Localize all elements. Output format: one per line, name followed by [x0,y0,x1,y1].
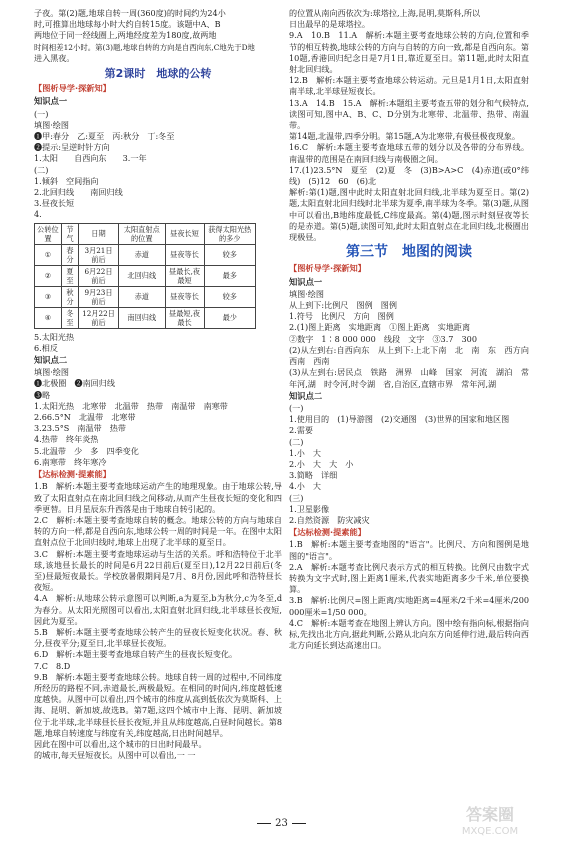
answer-paragraph: 7.C 8.D [34,660,71,671]
table-cell: 最少 [204,307,255,328]
guide-label: 【 图析导学·探新知 】 [289,263,366,274]
check-label: 【 达标检测·提素能 】 [289,527,366,538]
text-line: 日出最早的是球塔拉。 [289,19,370,30]
text-line: 3.23.5°S 南温带 热带 [34,423,126,434]
text-line: 子夜。第(2)题,地球自转一周(360度)的时间约为24小 [34,8,226,18]
text-line: (2)从左到右:自西向东 从上到下:上北下南 北 南 东 西方向 西南 西南 [289,344,538,367]
kp2-list [34,332,282,468]
text-line: 填图·绘图 [289,288,324,299]
answer-paragraph: 3.C 解析:本题主要考查地球运动与生活的关系。呼和浩特位于北半球,该地昼长最长的时间是6月22日前后(夏至日),12月22日前后(冬至)昼最短夜最长。学校放暑假期间是7月、8月份,因此呼和浩特昼长夜短。 [34,548,282,593]
left-top-paragraph [34,8,282,64]
text-line: 4. [34,209,42,220]
answer-paragraph: 解析:第(1)题,图中此时太阳直射北回归线,北半球为夏至日。第(2)题,太阳直射北回归线时北半球为夏季,南半球为冬季。第(3)题,从图中可以看出,B地纬度最低,C纬度最高。第(4)题,图示时刻昼夜等长的是赤道。第(5)题,读图可知,此时太阳直射点在北回归线,北极圈出现极昼。 [289,187,529,243]
text-line: 6.南寒带 终年寒冷 [34,456,107,467]
table-cell: 秋分 [61,286,78,307]
table-cell: 昼夜等长 [165,244,204,265]
text-line: (一) [289,402,304,413]
answer-paragraph: 4.A 解析:从地球公转示意图可以判断,a为夏至,b为秋分,c为冬至,d为春分。从太阳光照图可以看出,太阳直射北回归线,北半球昼长夜短,因此为夏至。 [34,593,282,626]
table-cell: 较多 [204,244,255,265]
answer-paragraph: 13.A 14.B 15.A 解析:本题组主要考查五带的划分和气候特点,读图可知,图中A、B、C、D分别为北寒带、北温带、热带、南温带。 [289,97,529,131]
svg-text:MXQE.COM: MXQE.COM [461,826,519,837]
text-line: (二) [34,164,49,175]
text-line: 时间相差12小时。第(3)题,地球自转的方向是自西向东,C地先于D地 [34,42,255,52]
right-column [289,8,538,651]
text-line: 1.符号 比例尺 方向 图例 [289,311,394,322]
answer-paragraph: 9.B 解析:本题主要考查地球公转。地球自转一周的过程中,不同纬度所经历的路程不同,赤道最长,两极最短。在相同的时间内,纬度越低速度越快。从图中可以看出,四个城市的纬度从高到低依次为莫斯科、上海、昆明、新加坡,故选B。第7题,这四个城市中上海、昆明、新加坡位于北半球,北半球昼长昼长夜短,并且从纬度越高,白昼时间越长。第8题,地球自转速度与纬度有关,纬度越高,日出时间越早。 [34,671,282,738]
svg-text:答案圈: 答案圈 [465,805,515,824]
text-line: 5.北温带 少 多 四季变化 [34,445,139,456]
text-line: 4.小 大 [289,481,322,492]
text-line: 6.相反 [34,342,58,353]
text-line: 时,可推算出地球每小时大约自转15度。该题中A、B [34,19,221,30]
text-line: 1.太阳 自西向东 3.一年 [34,153,147,164]
watermark-logo [425,802,555,838]
table-row [35,286,256,307]
table-cell: 冬至 [61,307,78,328]
table-cell: ④ [35,307,62,328]
table-header: 公转位置 [35,223,62,244]
text-line: ❸略 [34,389,51,400]
text-line: 的位置从南向西依次为:球塔拉,上海,昆明,莫斯科,所以 [289,8,481,18]
text-line: 2.需要 [289,425,313,436]
knowledge-point-label: 知识点一 [34,96,68,107]
text-line: ❷提示:呈逆时针方向 [34,142,110,153]
answer-paragraph: 1.B 解析:本题主要考查地球运动产生的地理现象。由于地球公转,导致了太阳直射点在南北回归线之间移动,从而产生昼夜长短的变化和四季更替。日月星辰东升西落是由于地球自转引起的。 [34,481,282,514]
answer-paragraph: 第14题,北温带,四季分明。第15题,A为北寒带,有极昼极夜现象。 [289,131,520,142]
text-line: (3)从左到右:居民点 铁路 洲界 山峰 国家 河流 湖泊 常年河,湖 时令河,时令湖 省,自治区,直辖市界 常年河,湖 [289,367,529,389]
knowledge-point-label: 知识点二 [34,355,68,366]
table-cell: 较多 [204,286,255,307]
text-line: 2.66.5°N 北温带 北寒带 [34,412,136,423]
table-cell: 赤道 [119,244,166,265]
kp1-list [34,120,282,221]
text-line: 1.小 大 [289,447,322,458]
guide-label: 【 图析导学·探新知 】 [34,83,111,94]
orbit-table [34,223,256,329]
answer-paragraph: 17.(1)23.5°N 夏至 (2)夏 冬 (3)B>A>C (4)赤道(或0°纬线) (5)12 60 (6)北 [289,164,529,187]
text-line: 4.热带 终年炎热 [34,434,99,445]
check-label: 【 达标检测·提素能 】 [34,469,111,480]
text-line: (二) [289,436,304,447]
text-line: (三) [289,492,304,503]
lesson-title: 第2课时 地球的公转 [104,67,212,81]
table-header: 获得太阳光热的多少 [204,223,255,244]
text-line: ②数字 1∶8 000 000 线段 文字 ③3.7 300 [289,333,477,344]
text-line: ❶甲:春分 乙:夏至 丙:秋分 丁:冬至 [34,131,175,142]
text-line: 2.北回归线 南回归线 [34,187,123,198]
text-line: ❶北极圈 ❷南回归线 [34,378,115,389]
table-cell: 昼最长,夜最短 [165,265,204,286]
answer-paragraph: 12.B 解析:本题主要考查地球公转运动。元旦是1月1日,太阳直射南半球,北半球昼短夜长。 [289,75,529,97]
table-cell: ① [35,244,62,265]
answer-paragraph: 16.C 解析:本题主要考查地球五带的划分以及各带的分布界线。南温带的范围是在南回归线与南极圈之间。 [289,142,529,164]
answer-paragraph: 因此在图中可以看出,这个城市的日出时间最早。 [34,738,207,749]
text-line: 1.倾斜 空间指向 [34,175,99,186]
table-cell: 北回归线 [119,265,166,286]
answer-paragraph: 1.B 解析:本题主要考查地图的"语言"。比例尺、方向和图例是地图的"语言"。 [289,539,529,561]
table-header: 日期 [79,223,119,244]
table-cell: 南回归线 [119,307,166,328]
text-line: 2.(1)图上距离 实地距离 ①图上距离 实地距离 [289,322,471,333]
table-cell: 春分 [61,244,78,265]
table-cell: 3月21日前后 [79,244,119,265]
kp1-sub: (一) [34,108,49,119]
dash-right [292,823,306,824]
knowledge-point-label: 知识点一 [289,276,323,287]
section-title: 第三节 地图的阅读 [346,244,472,261]
table-cell: 6月22日前后 [79,265,119,286]
answer-paragraph: 3.B 解析:比例尺=图上距离/实地距离=4厘米/2千米=4厘米/200 000厘米=1/50 000。 [289,595,529,617]
table-cell: 昼最短,夜最长 [165,307,204,328]
table-cell: ③ [35,286,62,307]
text-line: 1.卫星影像 [289,503,330,514]
text-line: 从上到下:比例尺 图例 图例 [289,300,397,311]
text-line: 两地位于同一经线圈上,两地经度差为180度,故两地 [34,30,217,41]
dash-left [257,823,271,824]
table-cell: ② [35,265,62,286]
left-column [34,8,282,761]
table-header: 昼夜长短 [165,223,204,244]
answer-paragraph: 6.D 解析:本题主要考查地球自转产生的昼夜长短变化。 [34,649,238,660]
text-line: 2.自然资源 防灾减灾 [289,514,370,525]
table-cell: 12月22日前后 [79,307,119,328]
page-number-text: 23 [275,818,288,829]
text-line: 填图·绘图 [34,367,69,378]
answer-paragraph: 2.C 解析:本题主要考查地球自转的概念。地球公转的方向与地球自转的方向一样,都是自西向东,地球公转一周的时间是一年。在图中太阳直射点位于北回归线时,地球上出现了北半球的夏至日。 [34,514,282,548]
text-line: 1.太阳光热 北寒带 北温带 热带 南温带 南寒带 [34,400,228,411]
text-line: 1.使用目的 (1)导游图 (2)交通图 (3)世界的国家和地区图 [289,414,510,425]
text-line: 3.昼夜长短 [34,198,75,209]
answer-paragraph: 4.C 解析:本题考查在地图上辨认方向。图中绘有指向标,根据指向标,先找出北方向,据此判断,公路从北向东方向延伸行进,最后转向西北方向延长到达高速出口。 [289,617,529,651]
table-row [35,307,256,328]
knowledge-point-label: 知识点二 [289,390,323,401]
text-line: 填图·绘图 [34,119,69,130]
text-line: 2.小 大 大 小 [289,458,354,469]
table-header-row [35,223,256,244]
text-line: 3.简略 详细 [289,470,338,481]
table-cell: 9月23日前后 [79,286,119,307]
table-row [35,244,256,265]
text-line: 5.太阳光热 [34,331,75,342]
table-cell: 最多 [204,265,255,286]
answer-paragraph: 5.B 解析:本题主要考查地球公转产生的昼夜长短变化状况。春、秋分,昼夜平分;夏至日,北半球昼长夜短。 [34,626,282,649]
table-row [35,265,256,286]
table-cell: 昼夜等长 [165,286,204,307]
answer-paragraph: 2.A 解析:本题考查比例尺表示方式的相互转换。比例尺由数字式转换为文字式时,图上距离1厘米,代表实地距离多少千米,单位要换算。 [289,561,529,595]
table-header: 太阳直射点的位置 [119,223,166,244]
answer-paragraph: 9.A 10.B 11.A 解析:本题主要考查地球公转的方向,位置和季节的相互转换,地球公转的方向与自转的方向一致,都是自西向东。第10题,香港回归纪念日是7月1日,靠近夏至日。第11题,此时太阳直射北回归线。 [289,30,529,75]
table-cell: 夏至 [61,265,78,286]
text-line: 进入黑夜。 [34,52,75,63]
text-line: 的城市,每天昼短夜长。从图中可以看出,一 一 [34,750,196,761]
table-cell: 赤道 [119,286,166,307]
table-header: 节气 [61,223,78,244]
